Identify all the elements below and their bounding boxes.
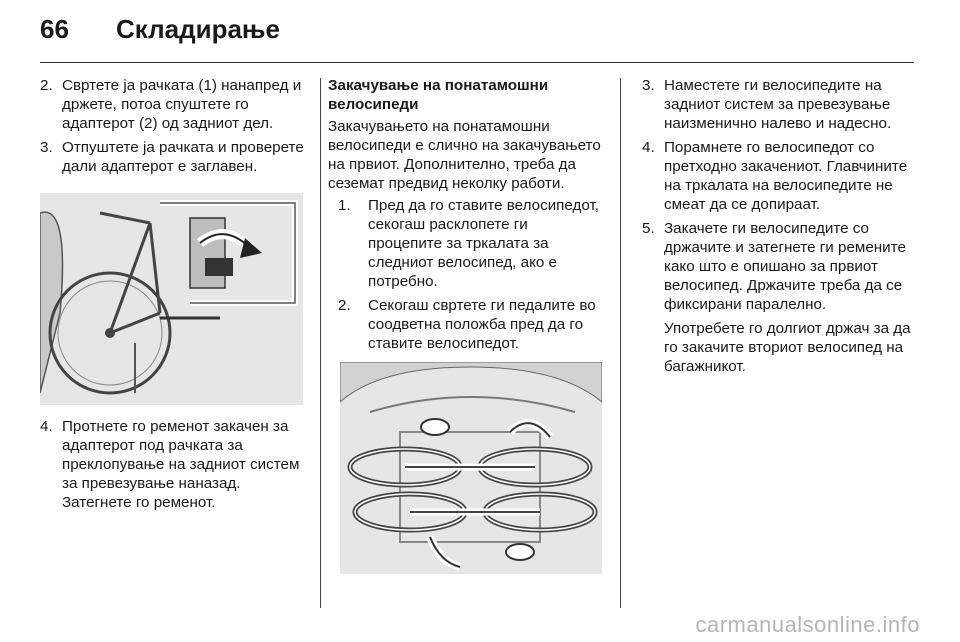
watermark: carmanualsonline.info [695,612,920,637]
item-text: Наместете ги велосипедите на задниот систем за превезување наизменично налево и надесно. [664,77,892,132]
item-number: 3. [40,139,53,156]
list-item [328,296,604,353]
item-number: 1. [338,197,351,214]
item-text: Закачете ги велосипедите со држачите и затегнете ги ремените како што е опишано за првиот велосипед. Држачите треба да се фиксирани паралелно. [664,220,906,313]
list-item [642,219,912,314]
item-number: 2. [338,297,351,314]
page-number: 66 [40,14,69,44]
intro-paragraph: Закачувањето на понатамошни велосипеди е слично на закачувањето на првиот. Дополнително, треба да сеземат предвид неколку работи. [328,118,601,192]
item-text: Свртете ја рачката (1) нанапред и држете, потоа спуштете го адаптерот (2) од задниот дел. [62,77,302,132]
column-divider [320,78,321,608]
item-text: Порамнете го велосипедот со претходно закачениот. Главчините на тркалата на велосипедите не смеат да се допираат. [664,139,908,213]
column-middle [328,76,604,358]
two-bikes-illustration [340,362,602,574]
column-divider [620,78,621,608]
column-right [642,76,912,376]
figure-two-bikes-on-rack [340,362,602,574]
item-number: 3. [642,77,655,94]
item-text: Секогаш свртете ги педалите во соодветна положба пред да го ставите велосипедот. [368,297,596,352]
page-title: Складирање [116,14,280,44]
item-number: 5. [642,220,655,237]
header-rule [40,62,914,63]
note-paragraph: Употребете го долгиот држач за да го закачите вториот велосипед на багажникот. [664,320,911,375]
item-text: Протнете го ременот закачен за адаптерот под рачката за преклопување на задниот систем за превезување наназад. Затегнете го ременот. [62,418,300,511]
section-heading: Закачување на понатамошни велосипеди [328,77,549,113]
list-item [40,138,304,176]
item-text: Отпуштете ја рачката и проверете дали адаптерот е заглавен. [62,139,304,175]
bike-rack-adapter-illustration [40,193,303,405]
column-left-continued [40,417,304,517]
list-item [642,76,912,133]
figure-bike-rack-adapter [40,193,303,405]
item-text: Пред да го ставите велосипедот, секогаш расклопете ги процепите за тркалата за следниот велосипед, ако е потребно. [368,197,599,290]
list-item [40,76,304,133]
item-number: 4. [40,418,53,435]
column-left [40,76,304,181]
list-item [328,196,604,291]
list-item [40,417,304,512]
list-item [642,138,912,214]
item-number: 2. [40,77,53,94]
item-number: 4. [642,139,655,156]
